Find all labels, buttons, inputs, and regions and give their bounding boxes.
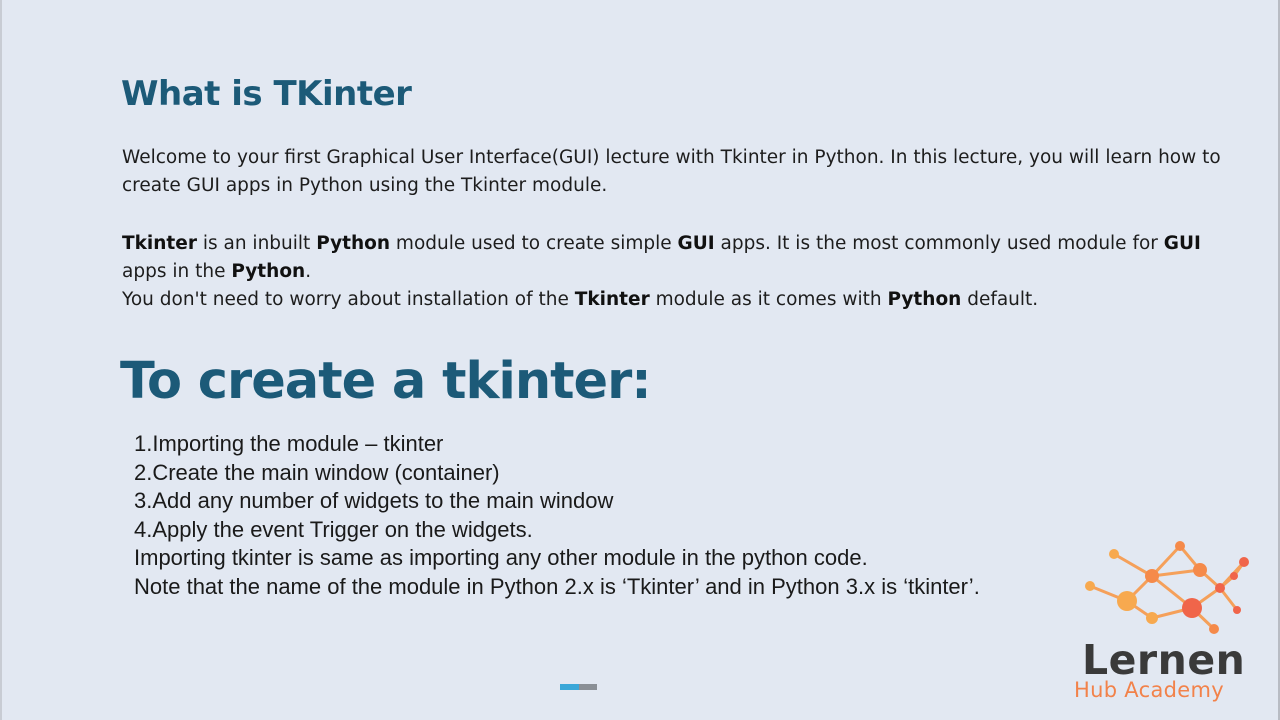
logo-name: Lernen: [1082, 636, 1246, 684]
bold-term: GUI: [1163, 233, 1201, 254]
note-line-2: Note that the name of the module in Python 2.x is ‘Tkinter’ and in Python 3.x is ‘tkinter’.: [134, 573, 980, 599]
slide-left-edge: [0, 0, 2, 720]
slide-progress-indicator: [560, 684, 597, 690]
step-item-4: 4.Apply the event Trigger on the widgets.: [134, 516, 533, 542]
indicator-active-segment: [560, 684, 579, 690]
text-run: apps. It is the most commonly used module for: [714, 233, 1164, 254]
info-block: [122, 230, 1232, 314]
step-item-1: 1.Importing the module – tkinter: [134, 431, 444, 456]
logo-subtitle: Hub Academy: [1074, 678, 1224, 702]
brand-logo: [1072, 532, 1272, 712]
section-title: To create a tkinter:: [120, 352, 651, 411]
indicator-inactive-segment: [579, 684, 597, 690]
text-run: apps in the: [122, 261, 232, 282]
steps-list: [134, 430, 1014, 602]
bold-term: Tkinter: [574, 289, 650, 310]
note-line-1: Importing tkinter is same as importing any other module in the python code.: [134, 545, 868, 571]
bold-term: Python: [231, 261, 306, 282]
bold-term: GUI: [677, 233, 715, 254]
step-item-3: 3.Add any number of widgets to the main window: [134, 488, 614, 514]
step-item-2: 2.Create the main window (container): [134, 459, 500, 485]
bold-term: Tkinter: [122, 233, 197, 254]
text-run: is an inbuilt: [196, 233, 317, 254]
bold-term: Python: [316, 233, 391, 254]
page-title: What is TKinter: [121, 74, 412, 114]
network-nodes-icon: [1072, 532, 1272, 642]
info-paragraph-1: [122, 230, 1232, 286]
text-run: You don't need to worry about installation of the: [122, 289, 575, 310]
intro-paragraph: Welcome to your first Graphical User Interface(GUI) lecture with Tkinter in Python. In this lecture, you will learn how to create GUI apps in Python using the Tkinter module.: [122, 147, 1221, 196]
info-paragraph-2: [122, 286, 1232, 314]
bold-term: Python: [887, 289, 962, 310]
text-run: module as it comes with: [649, 289, 888, 310]
text-run: default.: [961, 289, 1039, 310]
text-run: .: [305, 261, 312, 282]
text-run: module used to create simple: [390, 233, 678, 254]
